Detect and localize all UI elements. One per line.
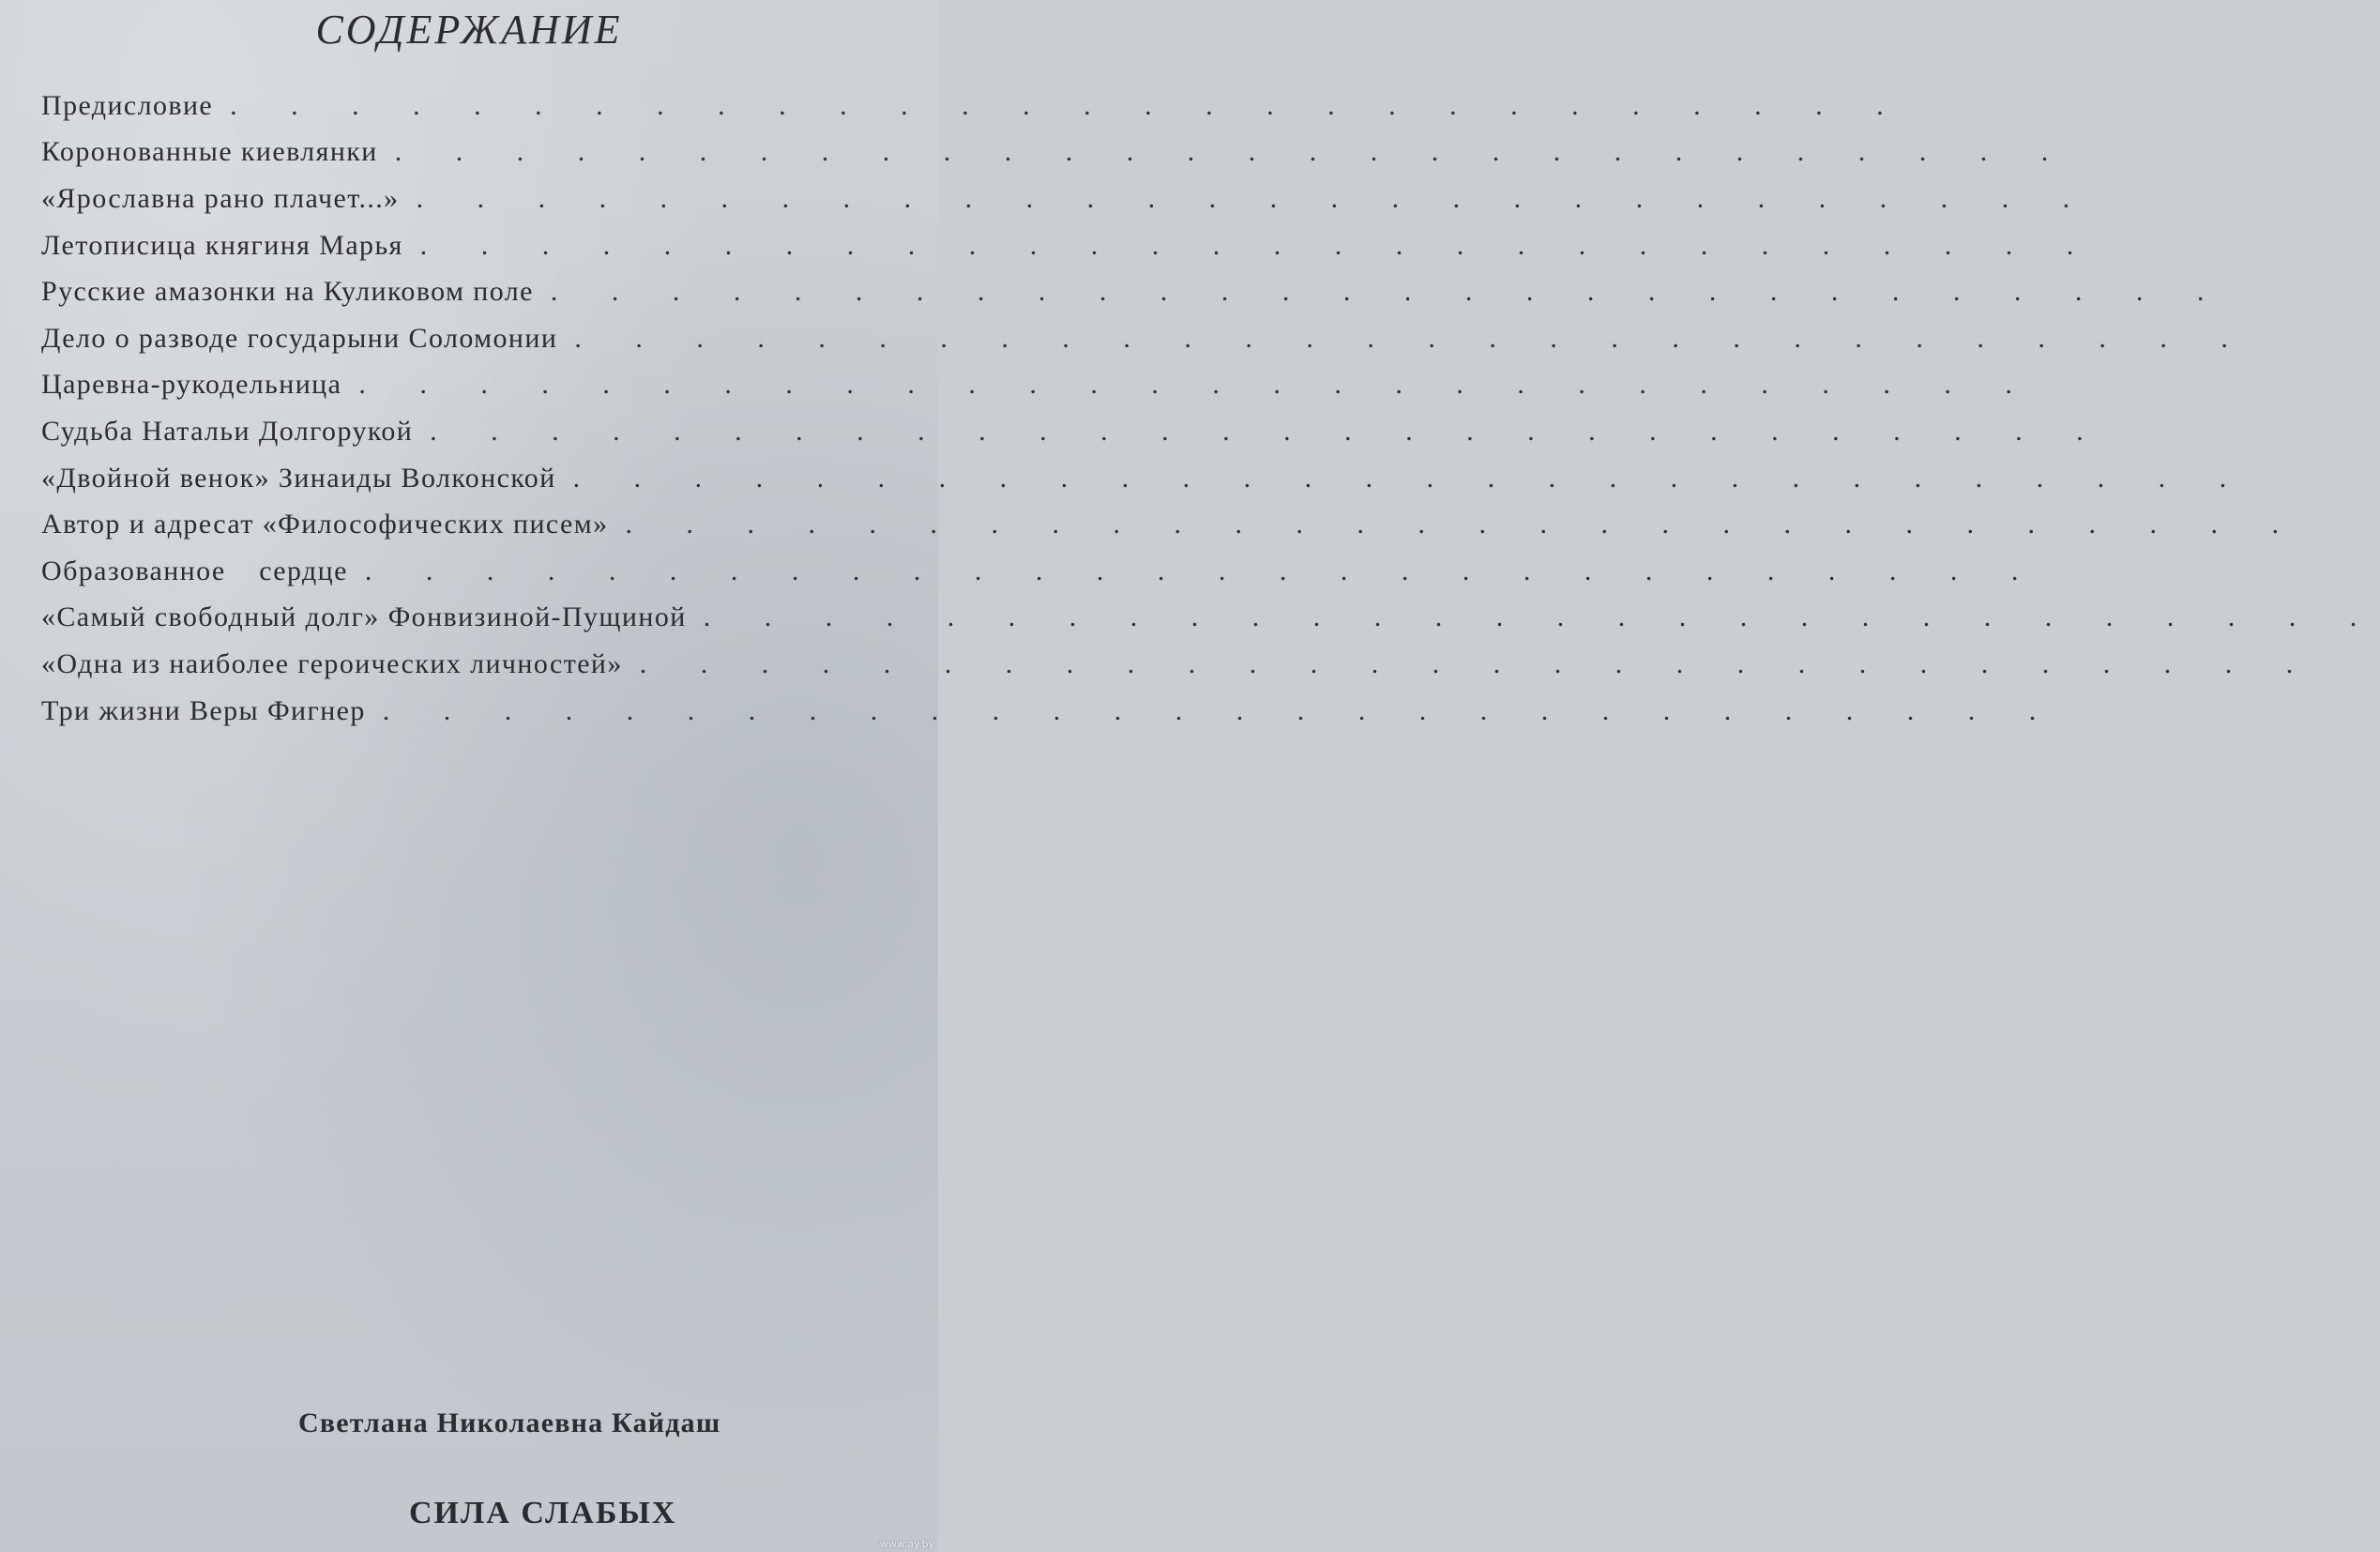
dot-leader: . . . . . . . . . . . . . . . . . . . . . . . . . . . . [394, 136, 2072, 168]
dot-leader: . . . . . . . . . . . . . . . . . . . . . . . . . . . . [416, 182, 2094, 214]
toc-entry-title: «Двойной венок» Зинаиды Волконской [41, 462, 556, 494]
toc-entry-title: Летописица княгиня Марья [41, 229, 403, 261]
toc-entry [41, 688, 2060, 735]
dot-leader: . . . . . . . . . . . . . . . . . . . . . . . . . . . . [574, 322, 2251, 354]
toc-entry [41, 315, 2251, 362]
toc-entry [41, 548, 2042, 595]
dot-leader: . . . . . . . . . . . . . . . . . . . . . . . . . . . . [703, 601, 2380, 633]
toc-entry-title: «Самый свободный долг» Фонвизиной-Пущиной [41, 601, 687, 633]
toc-entry [41, 362, 2036, 409]
toc-entry [41, 595, 2380, 642]
dot-leader: . . . . . . . . . . . . . . . . . . . . . . . . . . . . [572, 462, 2251, 494]
toc-entry-title: «Ярославна рано плачет...» [41, 182, 400, 214]
dot-leader: . . . . . . . . . . . . . . . . . . . . . . . . . . . . [639, 647, 2317, 679]
toc-entry-title: Коронованные киевлянки [41, 136, 378, 168]
toc-entry [41, 268, 2228, 315]
dot-leader: . . . . . . . . . . . . . . . . . . . . . . . . . . . . [625, 509, 2302, 540]
toc-entry-title: Русские амазонки на Куликовом поле [41, 276, 534, 308]
dot-leader: . . . . . . . . . . . . . . . . . . . . . . . . . . . . [358, 369, 2036, 401]
dot-leader: . . . . . . . . . . . . . . . . . . . . . . . . . . . . [419, 229, 2098, 261]
toc-entry [41, 129, 2072, 176]
toc-entry-title: Дело о разводе государыни Соломонии [41, 322, 558, 354]
dot-leader: . . . . . . . . . . . . . . . . . . . . . . . . . . . . [430, 415, 2107, 447]
toc-entry-title: Судьба Натальи Долгорукой [41, 415, 414, 447]
toc-entry [41, 83, 1907, 129]
dot-leader: . . . . . . . . . . . . . . . . . . . . . . . . . . . . [230, 89, 1907, 121]
author-name: Светлана Николаевна Кайдаш [298, 1407, 721, 1438]
dot-leader: . . . . . . . . . . . . . . . . . . . . . . . . . . . . [382, 694, 2060, 726]
toc-entry [41, 222, 2098, 269]
toc-entry [41, 408, 2107, 455]
toc-entry-title: Три жизни Веры Фигнер [41, 694, 366, 726]
toc-entry [41, 175, 2094, 222]
toc-entry-title: Автор и адресат «Философических писем» [41, 509, 609, 540]
toc-entry [41, 501, 2302, 548]
book-title: СИЛА СЛАБЫХ [409, 1496, 677, 1530]
toc-entry [41, 641, 2317, 688]
toc-entry-title: Предисловие [41, 89, 214, 121]
toc-entry [41, 455, 2251, 502]
toc-entry-title: Образованное сердце [41, 555, 348, 586]
toc-entry-title: «Одна из наиболее героических личностей» [41, 647, 623, 679]
toc-entry-title: Царевна-рукодельница [41, 369, 342, 401]
table-of-contents [41, 83, 2380, 734]
dot-leader: . . . . . . . . . . . . . . . . . . . . . . . . . . . . [550, 276, 2228, 308]
contents-heading: СОДЕРЖАНИЕ [315, 7, 623, 53]
dot-leader: . . . . . . . . . . . . . . . . . . . . . . . . . . . . [364, 555, 2042, 586]
site-watermark: www.ay.by [879, 1538, 934, 1550]
